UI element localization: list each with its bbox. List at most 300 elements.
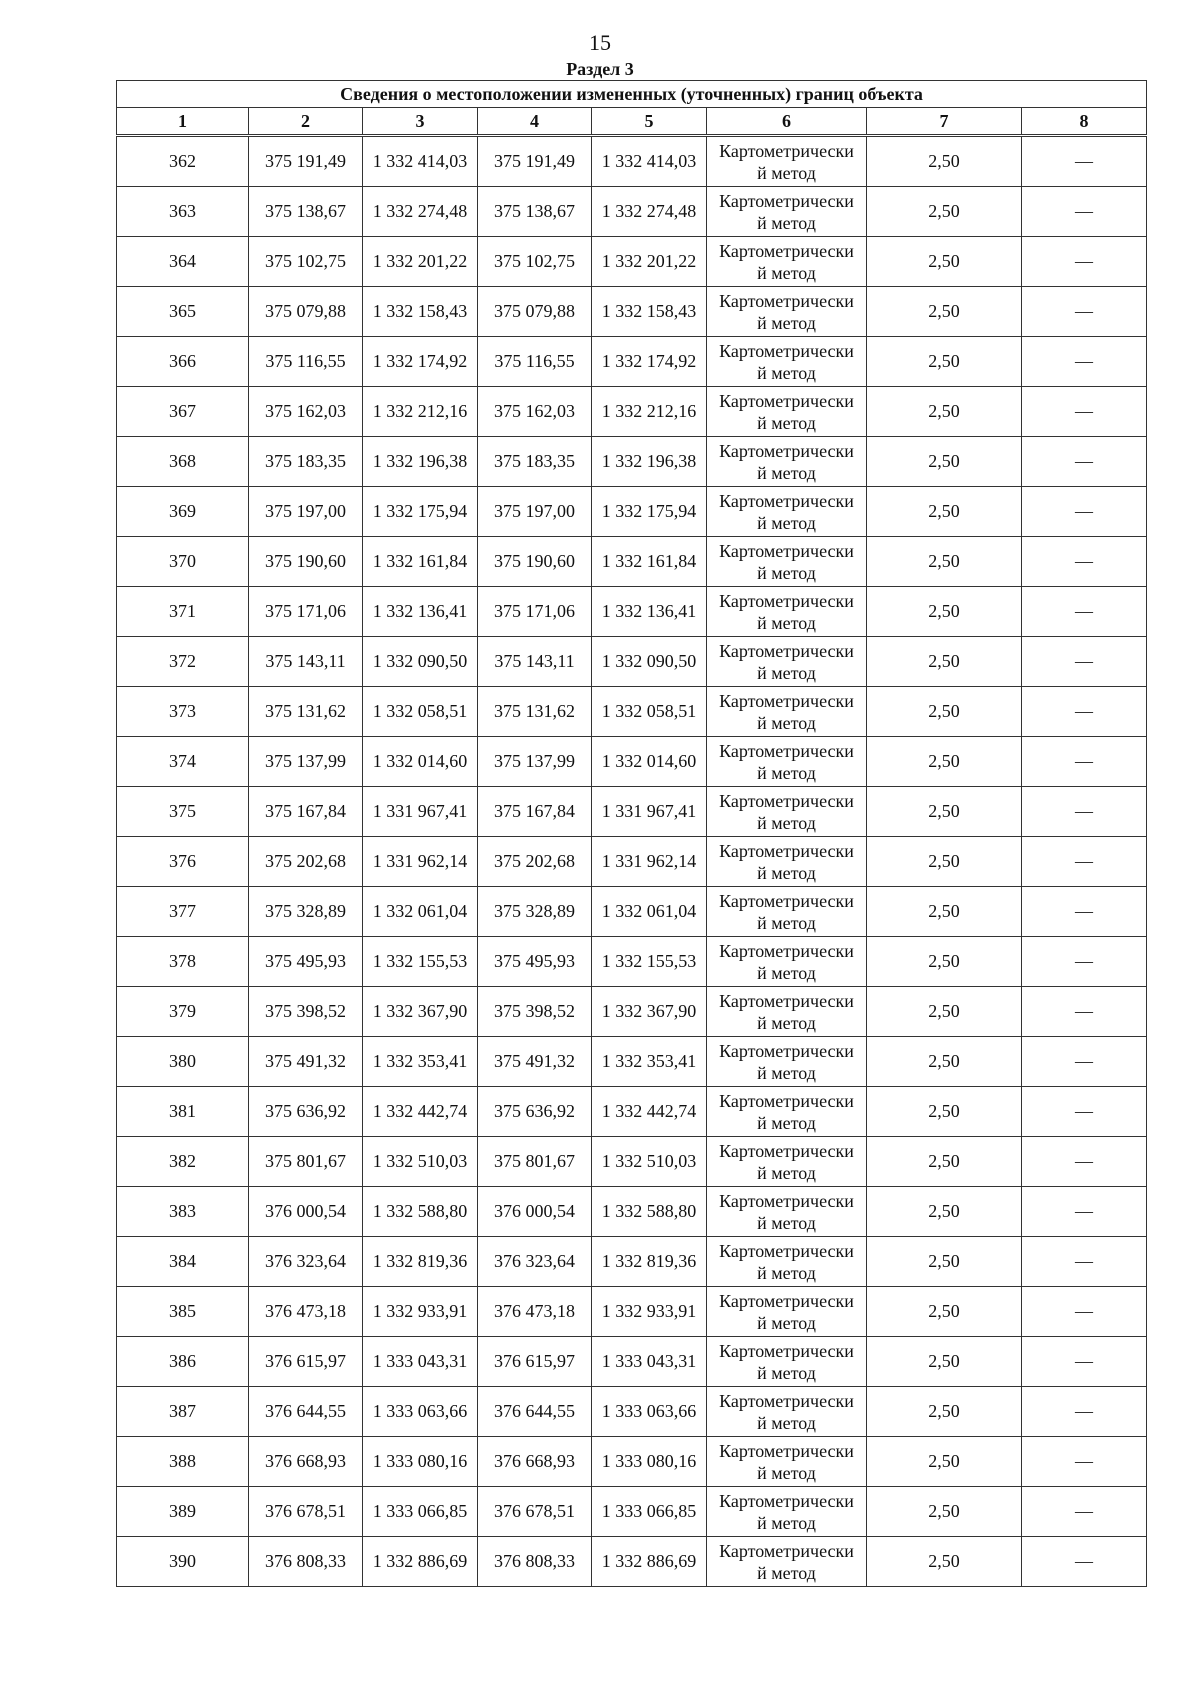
accuracy-cell: 2,50 [867, 537, 1022, 587]
existing-y-cell: 1 332 155,53 [363, 937, 478, 987]
refined-x-cell: 375 131,62 [478, 687, 592, 737]
point-number-cell: 370 [117, 537, 249, 587]
existing-x-cell: 375 191,49 [249, 137, 363, 187]
accuracy-cell: 2,50 [867, 687, 1022, 737]
existing-y-cell: 1 332 175,94 [363, 487, 478, 537]
method-line: Картометрически [719, 140, 854, 161]
existing-y-cell: 1 333 063,66 [363, 1387, 478, 1437]
refined-y-cell: 1 332 174,92 [592, 337, 707, 387]
method-line: й метод [757, 862, 816, 883]
refined-x-cell: 376 323,64 [478, 1237, 592, 1287]
existing-y-cell: 1 332 353,41 [363, 1037, 478, 1087]
accuracy-cell: 2,50 [867, 487, 1022, 537]
method-line: Картометрически [719, 440, 854, 461]
method-line: Картометрически [719, 1340, 854, 1361]
accuracy-cell: 2,50 [867, 837, 1022, 887]
method-line: Картометрически [719, 1290, 854, 1311]
existing-y-cell: 1 333 043,31 [363, 1337, 478, 1387]
method-line: й метод [757, 412, 816, 433]
method-line: Картометрически [719, 1090, 854, 1111]
method-line: Картометрически [719, 540, 854, 561]
refined-x-cell: 375 167,84 [478, 787, 592, 837]
method-line: й метод [757, 1062, 816, 1083]
existing-y-cell: 1 332 058,51 [363, 687, 478, 737]
existing-x-cell: 375 202,68 [249, 837, 363, 887]
method-line: Картометрически [719, 1490, 854, 1511]
existing-y-cell: 1 331 967,41 [363, 787, 478, 837]
point-number-cell: 363 [117, 187, 249, 237]
existing-x-cell: 376 808,33 [249, 1537, 363, 1587]
method-cell [707, 887, 867, 937]
note-cell: — [1022, 1437, 1147, 1487]
refined-y-cell: 1 332 367,90 [592, 987, 707, 1037]
existing-x-cell: 375 801,67 [249, 1137, 363, 1187]
refined-x-cell: 376 644,55 [478, 1387, 592, 1437]
existing-y-cell: 1 332 090,50 [363, 637, 478, 687]
method-cell [707, 387, 867, 437]
existing-x-cell: 376 000,54 [249, 1187, 363, 1237]
refined-x-cell: 375 197,00 [478, 487, 592, 537]
accuracy-cell: 2,50 [867, 1387, 1022, 1437]
method-line: Картометрически [719, 1140, 854, 1161]
method-cell [707, 487, 867, 537]
method-cell [707, 537, 867, 587]
note-cell: — [1022, 437, 1147, 487]
refined-y-cell: 1 332 090,50 [592, 637, 707, 687]
note-cell: — [1022, 1537, 1147, 1587]
note-cell: — [1022, 137, 1147, 187]
note-cell: — [1022, 1337, 1147, 1387]
method-line: Картометрически [719, 490, 854, 511]
existing-x-cell: 376 644,55 [249, 1387, 363, 1437]
point-number-cell: 376 [117, 837, 249, 887]
method-line: й метод [757, 1412, 816, 1433]
table-row [117, 1387, 1147, 1437]
table-row [117, 937, 1147, 987]
method-line: й метод [757, 162, 816, 183]
refined-y-cell: 1 332 014,60 [592, 737, 707, 787]
refined-y-cell: 1 332 819,36 [592, 1237, 707, 1287]
existing-x-cell: 376 668,93 [249, 1437, 363, 1487]
refined-y-cell: 1 332 442,74 [592, 1087, 707, 1137]
point-number-cell: 390 [117, 1537, 249, 1587]
refined-x-cell: 376 668,93 [478, 1437, 592, 1487]
accuracy-cell: 2,50 [867, 1137, 1022, 1187]
column-number-row [117, 108, 1147, 135]
accuracy-cell: 2,50 [867, 237, 1022, 287]
refined-y-cell: 1 333 066,85 [592, 1487, 707, 1537]
existing-x-cell: 376 678,51 [249, 1487, 363, 1537]
table-row [117, 1237, 1147, 1287]
point-number-cell: 384 [117, 1237, 249, 1287]
refined-x-cell: 375 191,49 [478, 137, 592, 187]
method-line: й метод [757, 262, 816, 283]
refined-y-cell: 1 332 933,91 [592, 1287, 707, 1337]
accuracy-cell: 2,50 [867, 1087, 1022, 1137]
table-row [117, 387, 1147, 437]
coordinates-table [116, 80, 1147, 1587]
page-number: 15 [589, 30, 611, 55]
point-number-cell: 364 [117, 237, 249, 287]
accuracy-cell: 2,50 [867, 937, 1022, 987]
refined-x-cell: 375 079,88 [478, 287, 592, 337]
method-cell [707, 337, 867, 387]
method-line: Картометрически [719, 1040, 854, 1061]
method-cell [707, 737, 867, 787]
point-number-cell: 380 [117, 1037, 249, 1087]
method-cell [707, 1237, 867, 1287]
refined-x-cell: 375 143,11 [478, 637, 592, 687]
note-cell: — [1022, 1137, 1147, 1187]
point-number-cell: 374 [117, 737, 249, 787]
existing-y-cell: 1 332 933,91 [363, 1287, 478, 1337]
method-line: Картометрически [719, 390, 854, 411]
existing-y-cell: 1 332 886,69 [363, 1537, 478, 1587]
existing-y-cell: 1 332 161,84 [363, 537, 478, 587]
table-row [117, 887, 1147, 937]
existing-x-cell: 375 328,89 [249, 887, 363, 937]
method-cell [707, 1437, 867, 1487]
accuracy-cell: 2,50 [867, 187, 1022, 237]
existing-y-cell: 1 332 158,43 [363, 287, 478, 337]
method-line: й метод [757, 812, 816, 833]
refined-x-cell: 376 808,33 [478, 1537, 592, 1587]
point-number-cell: 365 [117, 287, 249, 337]
refined-y-cell: 1 332 201,22 [592, 237, 707, 287]
refined-x-cell: 375 183,35 [478, 437, 592, 487]
existing-y-cell: 1 332 014,60 [363, 737, 478, 787]
existing-x-cell: 375 171,06 [249, 587, 363, 637]
accuracy-cell: 2,50 [867, 337, 1022, 387]
column-number: 6 [707, 108, 867, 135]
refined-x-cell: 376 000,54 [478, 1187, 592, 1237]
existing-y-cell: 1 332 136,41 [363, 587, 478, 637]
method-line: й метод [757, 562, 816, 583]
method-cell [707, 137, 867, 187]
refined-x-cell: 375 116,55 [478, 337, 592, 387]
method-line: й метод [757, 362, 816, 383]
note-cell: — [1022, 387, 1147, 437]
table-row [117, 1137, 1147, 1187]
table-caption: Сведения о местоположении измененных (уточненных) границ объекта [117, 81, 1147, 108]
table-row [117, 737, 1147, 787]
method-line: Картометрически [719, 990, 854, 1011]
note-cell: — [1022, 337, 1147, 387]
method-line: Картометрически [719, 590, 854, 611]
method-line: й метод [757, 912, 816, 933]
existing-y-cell: 1 332 274,48 [363, 187, 478, 237]
refined-y-cell: 1 332 058,51 [592, 687, 707, 737]
method-cell [707, 237, 867, 287]
refined-x-cell: 375 495,93 [478, 937, 592, 987]
table-row [117, 1287, 1147, 1337]
method-line: й метод [757, 1262, 816, 1283]
table-row [117, 587, 1147, 637]
point-number-cell: 367 [117, 387, 249, 437]
existing-x-cell: 375 131,62 [249, 687, 363, 737]
point-number-cell: 379 [117, 987, 249, 1037]
point-number-cell: 388 [117, 1437, 249, 1487]
note-cell: — [1022, 987, 1147, 1037]
table-row [117, 637, 1147, 687]
column-number: 3 [363, 108, 478, 135]
method-line: Картометрически [719, 790, 854, 811]
method-cell [707, 437, 867, 487]
method-line: й метод [757, 1512, 816, 1533]
existing-x-cell: 375 137,99 [249, 737, 363, 787]
note-cell: — [1022, 787, 1147, 837]
note-cell: — [1022, 237, 1147, 287]
existing-x-cell: 375 495,93 [249, 937, 363, 987]
refined-y-cell: 1 332 414,03 [592, 137, 707, 187]
column-number: 1 [117, 108, 249, 135]
accuracy-cell: 2,50 [867, 787, 1022, 837]
note-cell: — [1022, 187, 1147, 237]
method-line: й метод [757, 1362, 816, 1383]
refined-x-cell: 376 678,51 [478, 1487, 592, 1537]
point-number-cell: 366 [117, 337, 249, 387]
note-cell: — [1022, 1287, 1147, 1337]
note-cell: — [1022, 487, 1147, 537]
accuracy-cell: 2,50 [867, 887, 1022, 937]
method-line: й метод [757, 1162, 816, 1183]
accuracy-cell: 2,50 [867, 637, 1022, 687]
point-number-cell: 377 [117, 887, 249, 937]
section-title: Раздел 3 [566, 59, 634, 79]
method-line: Картометрически [719, 640, 854, 661]
column-number: 7 [867, 108, 1022, 135]
accuracy-cell: 2,50 [867, 1537, 1022, 1587]
point-number-cell: 389 [117, 1487, 249, 1537]
column-number: 8 [1022, 108, 1147, 135]
refined-y-cell: 1 333 043,31 [592, 1337, 707, 1387]
method-line: Картометрически [719, 1540, 854, 1561]
table-row [117, 487, 1147, 537]
table-row [117, 1537, 1147, 1587]
method-line: й метод [757, 1562, 816, 1583]
accuracy-cell: 2,50 [867, 987, 1022, 1037]
method-line: Картометрически [719, 190, 854, 211]
accuracy-cell: 2,50 [867, 137, 1022, 187]
existing-x-cell: 375 398,52 [249, 987, 363, 1037]
method-line: й метод [757, 762, 816, 783]
accuracy-cell: 2,50 [867, 1037, 1022, 1087]
method-line: Картометрически [719, 1390, 854, 1411]
refined-y-cell: 1 333 080,16 [592, 1437, 707, 1487]
method-line: й метод [757, 1012, 816, 1033]
method-cell [707, 1087, 867, 1137]
method-line: Картометрически [719, 240, 854, 261]
table-row [117, 537, 1147, 587]
accuracy-cell: 2,50 [867, 1487, 1022, 1537]
note-cell: — [1022, 1187, 1147, 1237]
method-line: й метод [757, 1462, 816, 1483]
refined-y-cell: 1 332 136,41 [592, 587, 707, 637]
refined-y-cell: 1 332 510,03 [592, 1137, 707, 1187]
table-row [117, 1437, 1147, 1487]
method-cell [707, 187, 867, 237]
table-row [117, 187, 1147, 237]
note-cell: — [1022, 1487, 1147, 1537]
refined-y-cell: 1 332 061,04 [592, 887, 707, 937]
table-row [117, 137, 1147, 187]
method-cell [707, 1287, 867, 1337]
refined-x-cell: 375 328,89 [478, 887, 592, 937]
note-cell: — [1022, 887, 1147, 937]
existing-y-cell: 1 332 510,03 [363, 1137, 478, 1187]
point-number-cell: 375 [117, 787, 249, 837]
existing-y-cell: 1 333 080,16 [363, 1437, 478, 1487]
method-line: й метод [757, 312, 816, 333]
accuracy-cell: 2,50 [867, 437, 1022, 487]
existing-y-cell: 1 332 196,38 [363, 437, 478, 487]
note-cell: — [1022, 637, 1147, 687]
method-cell [707, 837, 867, 887]
method-line: й метод [757, 1212, 816, 1233]
method-line: Картометрически [719, 690, 854, 711]
existing-y-cell: 1 332 819,36 [363, 1237, 478, 1287]
refined-x-cell: 375 801,67 [478, 1137, 592, 1187]
note-cell: — [1022, 1037, 1147, 1087]
table-body [117, 137, 1147, 1587]
accuracy-cell: 2,50 [867, 1337, 1022, 1387]
refined-y-cell: 1 332 212,16 [592, 387, 707, 437]
refined-y-cell: 1 332 175,94 [592, 487, 707, 537]
refined-x-cell: 375 202,68 [478, 837, 592, 887]
refined-x-cell: 375 398,52 [478, 987, 592, 1037]
method-line: й метод [757, 1312, 816, 1333]
method-cell [707, 1487, 867, 1537]
refined-y-cell: 1 332 353,41 [592, 1037, 707, 1087]
method-line: й метод [757, 1112, 816, 1133]
note-cell: — [1022, 1237, 1147, 1287]
refined-y-cell: 1 332 886,69 [592, 1537, 707, 1587]
note-cell: — [1022, 1387, 1147, 1437]
existing-x-cell: 376 323,64 [249, 1237, 363, 1287]
refined-y-cell: 1 332 161,84 [592, 537, 707, 587]
method-line: Картометрически [719, 740, 854, 761]
table-row [117, 1187, 1147, 1237]
point-number-cell: 382 [117, 1137, 249, 1187]
method-line: Картометрически [719, 1440, 854, 1461]
existing-x-cell: 376 615,97 [249, 1337, 363, 1387]
method-line: Картометрически [719, 1240, 854, 1261]
note-cell: — [1022, 587, 1147, 637]
point-number-cell: 383 [117, 1187, 249, 1237]
existing-x-cell: 376 473,18 [249, 1287, 363, 1337]
method-line: й метод [757, 512, 816, 533]
refined-y-cell: 1 332 155,53 [592, 937, 707, 987]
note-cell: — [1022, 687, 1147, 737]
note-cell: — [1022, 287, 1147, 337]
refined-x-cell: 375 162,03 [478, 387, 592, 437]
method-cell [707, 587, 867, 637]
table-row [117, 987, 1147, 1037]
refined-y-cell: 1 332 196,38 [592, 437, 707, 487]
point-number-cell: 387 [117, 1387, 249, 1437]
accuracy-cell: 2,50 [867, 287, 1022, 337]
point-number-cell: 378 [117, 937, 249, 987]
method-cell [707, 687, 867, 737]
existing-y-cell: 1 332 588,80 [363, 1187, 478, 1237]
point-number-cell: 381 [117, 1087, 249, 1137]
existing-y-cell: 1 332 367,90 [363, 987, 478, 1037]
column-number: 2 [249, 108, 363, 135]
table-row [117, 1337, 1147, 1387]
method-cell [707, 987, 867, 1037]
refined-x-cell: 376 615,97 [478, 1337, 592, 1387]
method-line: Картометрически [719, 840, 854, 861]
accuracy-cell: 2,50 [867, 1237, 1022, 1287]
table-row [117, 287, 1147, 337]
point-number-cell: 368 [117, 437, 249, 487]
refined-x-cell: 375 491,32 [478, 1037, 592, 1087]
refined-x-cell: 375 190,60 [478, 537, 592, 587]
method-cell [707, 1137, 867, 1187]
accuracy-cell: 2,50 [867, 1437, 1022, 1487]
point-number-cell: 385 [117, 1287, 249, 1337]
refined-x-cell: 375 636,92 [478, 1087, 592, 1137]
existing-y-cell: 1 331 962,14 [363, 837, 478, 887]
existing-y-cell: 1 332 061,04 [363, 887, 478, 937]
point-number-cell: 373 [117, 687, 249, 737]
existing-x-cell: 375 102,75 [249, 237, 363, 287]
method-line: й метод [757, 712, 816, 733]
point-number-cell: 372 [117, 637, 249, 687]
method-line: й метод [757, 212, 816, 233]
refined-x-cell: 375 137,99 [478, 737, 592, 787]
accuracy-cell: 2,50 [867, 1287, 1022, 1337]
method-line: Картометрически [719, 890, 854, 911]
refined-y-cell: 1 331 962,14 [592, 837, 707, 887]
note-cell: — [1022, 937, 1147, 987]
column-number: 4 [478, 108, 592, 135]
existing-y-cell: 1 332 201,22 [363, 237, 478, 287]
existing-x-cell: 375 143,11 [249, 637, 363, 687]
table-row [117, 237, 1147, 287]
refined-x-cell: 375 138,67 [478, 187, 592, 237]
refined-y-cell: 1 332 158,43 [592, 287, 707, 337]
point-number-cell: 371 [117, 587, 249, 637]
existing-x-cell: 375 190,60 [249, 537, 363, 587]
table-row [117, 337, 1147, 387]
method-cell [707, 937, 867, 987]
existing-y-cell: 1 333 066,85 [363, 1487, 478, 1537]
accuracy-cell: 2,50 [867, 587, 1022, 637]
existing-y-cell: 1 332 174,92 [363, 337, 478, 387]
existing-x-cell: 375 491,32 [249, 1037, 363, 1087]
point-number-cell: 362 [117, 137, 249, 187]
method-line: Картометрически [719, 290, 854, 311]
method-line: й метод [757, 662, 816, 683]
existing-y-cell: 1 332 212,16 [363, 387, 478, 437]
point-number-cell: 369 [117, 487, 249, 537]
column-number: 5 [592, 108, 707, 135]
table-row [117, 437, 1147, 487]
refined-x-cell: 375 171,06 [478, 587, 592, 637]
existing-y-cell: 1 332 442,74 [363, 1087, 478, 1137]
method-line: й метод [757, 462, 816, 483]
method-line: й метод [757, 962, 816, 983]
method-cell [707, 1537, 867, 1587]
existing-x-cell: 375 197,00 [249, 487, 363, 537]
existing-x-cell: 375 183,35 [249, 437, 363, 487]
refined-y-cell: 1 332 588,80 [592, 1187, 707, 1237]
existing-x-cell: 375 162,03 [249, 387, 363, 437]
method-line: й метод [757, 612, 816, 633]
method-cell [707, 1337, 867, 1387]
refined-y-cell: 1 332 274,48 [592, 187, 707, 237]
